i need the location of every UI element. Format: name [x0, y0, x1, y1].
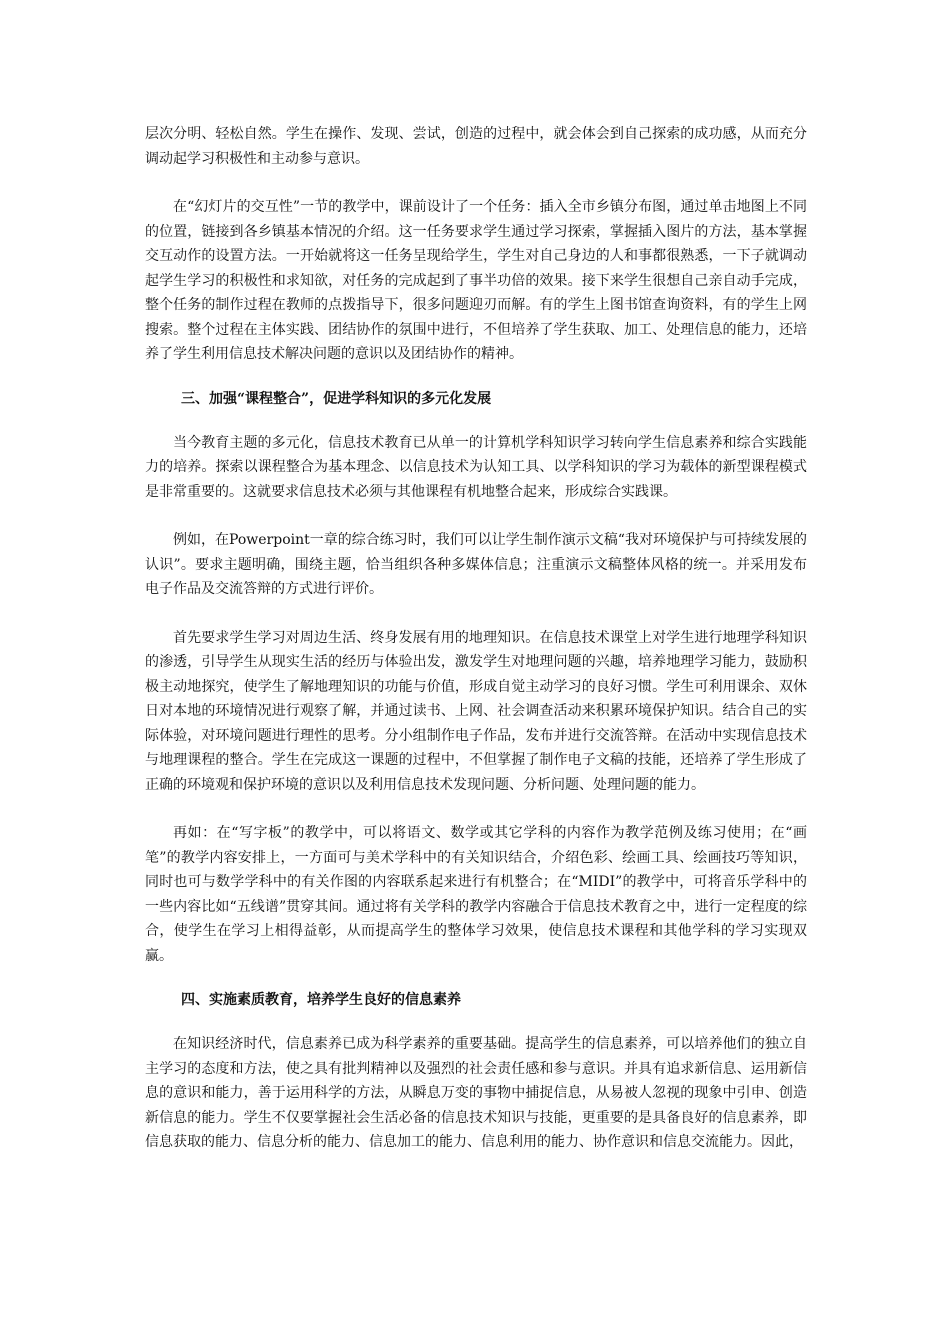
paragraph-geography-knowledge: 首先要求学生学习对周边生活、终身发展有用的地理知识。在信息技术课堂上对学生进行地理学科知识的渗透，引导学生从现实生活的经历与体验出发，激发学生对地理问题的兴趣，培养地理学习能力，鼓励积极主动地探究，使学生了解地理知识的功能与价值，形成自觉主动学习的良好习惯。学生可利用课余、双休日对本地的环境情况进行观察了解，并通过读书、上网、社会调查活动来积累环境保护知识。结合自己的实际体验，对环境问题进行理性的思考。分小组制作电子作品，发布并进行交流答辩。在活动中实现信息技术与地理课程的整合。学生在完成这一课题的过程中，不但掌握了制作电子文稿的技能，还培养了学生形成了正确的环境观和保护环境的意识以及利用信息技术发现问题、分析问题、处理问题的能力。	[145, 629, 807, 793]
paragraph-curriculum-integration: 当今教育主题的多元化，信息技术教育已从单一的计算机学科知识学习转向学生信息素养和综合实践能力的培养。探索以课程整合为基本理念、以信息技术为认知工具、以学科知识的学习为载体的新型课程模式是非常重要的。这就要求信息技术必须与其他课程有机地整合起来，形成综合实践课。	[145, 434, 807, 500]
paragraph-powerpoint-example: 例如，在Powerpoint一章的综合练习时，我们可以让学生制作演示文稿“我对环境保护与可持续发展的认识”。要求主题明确，围绕主题，恰当组织各种多媒体信息；注重演示文稿整体风格的统一。并采用发布电子作品及交流答辩的方式进行评价。	[145, 532, 807, 597]
section-heading-3: 三、加强“课程整合”，促进学科知识的多元化发展	[181, 390, 492, 407]
paragraph-other-subjects: 再如：在“写字板”的教学中，可以将语文、数学或其它学科的内容作为教学范例及练习使用；在“画笔”的教学内容安排上，一方面可与美术学科中的有关知识结合，介绍色彩、绘画工具、绘画技巧等知识，同时也可与数学学科中的有关作图的内容联系起来进行有机整合；在“MIDI”的教学中，可将音乐学科中的一些内容比如“五线谱”贯穿其间。通过将有关学科的教学内容融合于信息技术教育之中，进行一定程度的综合，使学生在学习上相得益彰，从而提高学生的整体学习效果，使信息技术课程和其他学科的学习实现双赢。	[145, 825, 807, 964]
paragraph-slideshow-task: 在“幻灯片的交互性”一节的教学中，课前设计了一个任务：插入全市乡镇分布图，通过单击地图上不同的位置，链接到各乡镇基本情况的介绍。这一任务要求学生通过学习探索，掌握插入图片的方法，基本掌握交互动作的设置方法。一开始就将这一任务呈现给学生，学生对自己身边的人和事都很熟悉，一下子就调动起学生学习的积极性和求知欲，对任务的完成起到了事半功倍的效果。接下来学生很想自己亲自动手完成，整个任务的制作过程在教师的点拨指导下，很多问题迎刃而解。有的学生上图书馆查询资料，有的学生上网搜索。整个过程在主体实践、团结协作的氛围中进行，不但培养了学生获取、加工、处理信息的能力，还培养了学生利用信息技术解决问题的意识以及团结协作的精神。	[145, 199, 807, 362]
document-page	[145, 122, 807, 1155]
paragraph-information-literacy: 在知识经济时代，信息素养已成为科学素养的重要基础。提高学生的信息素养，可以培养他们的独立自主学习的态度和方法，使之具有批判精神以及强烈的社会责任感和参与意识。并具有追求新信息、运用新信息的意识和能力，善于运用科学的方法，从瞬息万变的事物中捕捉信息，从易被人忽视的现象中引申、创造新信息的能力。学生不仅要掌握社会生活必备的信息技术知识与技能，更重要的是具备良好的信息素养，即信息获取的能力、信息分析的能力、信息加工的能力、信息利用的能力、协作意识和信息交流能力。因此，	[145, 1036, 807, 1150]
paragraph-continuation: 层次分明、轻松自然。学生在操作、发现、尝试，创造的过程中，就会体会到自己探索的成功感，从而充分调动起学习积极性和主动参与意识。	[145, 126, 807, 167]
section-heading-4: 四、实施素质教育，培养学生良好的信息素养	[181, 992, 461, 1008]
